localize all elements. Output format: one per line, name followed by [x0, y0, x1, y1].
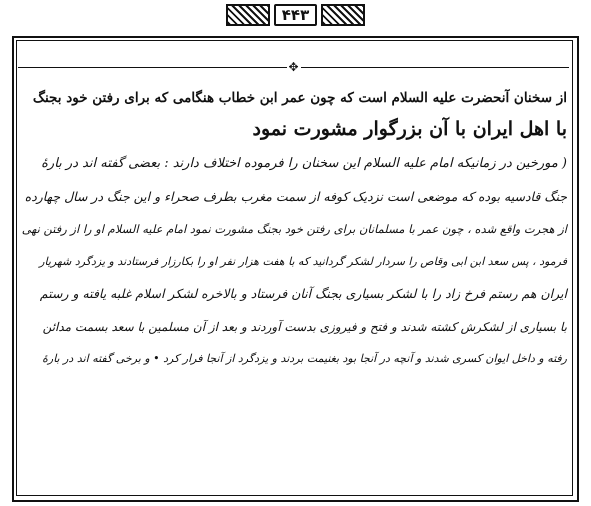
text-line: جنگ قادسیه بوده که موضعی است نزدیک کوفه از سمت مغرب بطرف صحراء و این جنگ در سال چهارده [24, 188, 567, 204]
page-number: ۴۴۳ [274, 4, 317, 26]
text-line: رفته و داخل ایوان کسری شدند و آنچه در آنجا بود بغنیمت بردند و یزدگرد از آنجا فرار کرد • و برخی گفته اند در بارۀ [42, 352, 567, 365]
section-heading: از سخنان آنحضرت علیه السلام است که چون عمر ابن خطاب هنگامی که برای رفتن خود بجنگ [32, 90, 567, 106]
page-header [0, 2, 591, 28]
section-subheading: با اهل ایران با آن بزرگوار مشورت نمود [252, 118, 567, 140]
page-number-ornament [226, 4, 365, 26]
divider-star-icon: ✥ [288, 60, 299, 74]
text-line: فرمود ، پس سعد ابن ابی وقاص را سردار لشکر گردانید که با هفت هزار نفر او را بکارزار فرستادند و یزدگرد شهریار [39, 254, 567, 268]
divider-rule-left [18, 67, 287, 68]
text-line: از هجرت واقع شده ، چون عمر با مسلمانان برای رفتن خود بجنگ مشورت نمود امام علیه السلام او را از رفتن نهی [21, 222, 567, 236]
text-line: ( مورخین در زمانیکه امام علیه السلام این سخنان را فرموده اختلاف دارند : بعضی گفته اند در بارۀ [41, 156, 567, 171]
section-divider [18, 60, 569, 74]
ornament-left-icon [226, 4, 270, 26]
text-line: ایران هم رستم فرخ زاد را با لشکر بسیاری بجنگ آنان فرستاد و بالاخره لشکر اسلام غلبه یافته و رستم [39, 286, 567, 301]
main-text [22, 82, 567, 486]
ornament-right-icon [321, 4, 365, 26]
text-line: با بسیاری از لشکرش کشته شدند و فتح و فیروزی بدست آوردند و بعد از آن مسلمین با سعد بسمت مدائن [42, 319, 567, 334]
divider-rule-right [301, 67, 570, 68]
